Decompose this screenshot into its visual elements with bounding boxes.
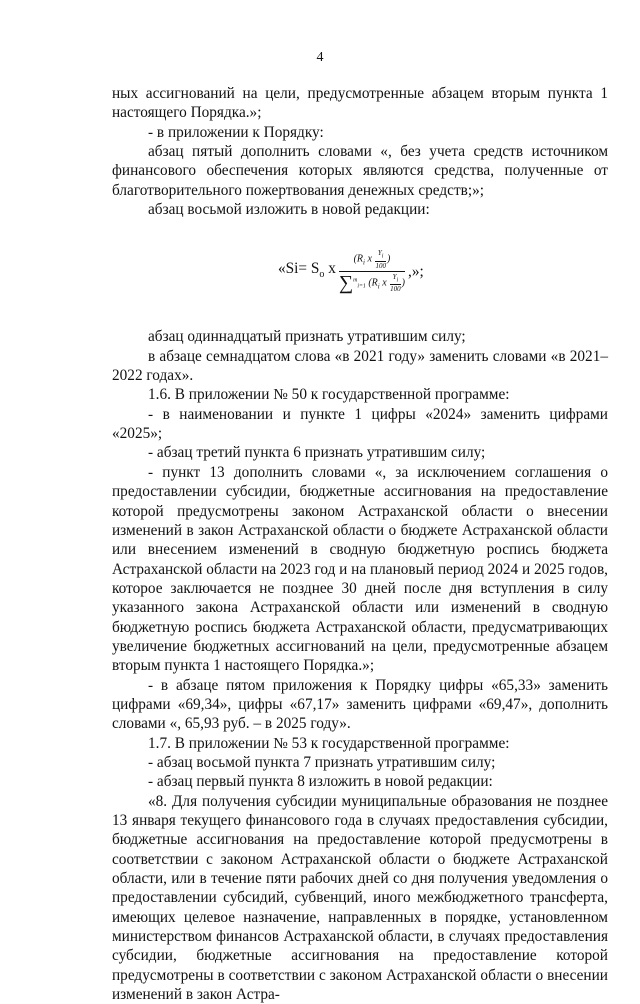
formula-numerator: ($R_i$ x $\frac{Y_i}{100}$ ) [353, 249, 391, 270]
paragraph: - пункт 13 дополнить словами «, за исключением соглашения о предоставлении субсидии, бюджетные ассигнования на предоставление которой предусмотрены законом Астраханской области о внесении изменений в закон Астраханской области о бюджете Астраханской области или внесением изменений в сводную бюджетную роспись бюджета Астраханской области на 2023 год и на плановый период 2024 и 2025 годов, которое заключается не позднее 30 дней после дня вступления в силу указанного закона Астраханской области или изменений в сводную бюджетную роспись бюджета Астраханской области, предусматривающих увеличение бюджетных ассигнований на цели, предусмотренные абзацем вторым пункта 1 настоящего Порядка.»; [112, 463, 608, 675]
document-body [112, 84, 608, 1004]
paragraph: - абзац первый пункта 8 изложить в новой редакции: [148, 773, 493, 791]
paragraph: абзац восьмой изложить в новой редакции: [148, 201, 430, 219]
paragraph: - в абзаце пятом приложения к Порядку цифры «65,33» заменить цифрами «69,34», цифры «67,17» заменить цифрами «69,47», дополнить словами «, 65,93 руб. – в 2025 году». [112, 676, 608, 733]
paragraph: - абзац третий пункта 6 признать утратившим силу; [148, 444, 486, 462]
paragraph: - в приложении к Порядку: [148, 123, 324, 141]
sum-symbol: ∑ [338, 271, 354, 294]
paragraph: в абзаце семнадцатом слова «в 2021 году» заменить словами «в 2021–2022 годах». [112, 347, 608, 385]
paragraph: абзац пятый дополнить словами «, без учета средств источником финансового обеспечения которых являются средства, полученные от благотворительного пожертвования денежных средств;»; [112, 143, 608, 199]
formula-denominator: ∑$^m_{i=1}$ ($R_i$ x $\frac{Y_i}{100}$ ) [338, 271, 406, 294]
page-number: 4 [316, 50, 324, 65]
paragraph: 1.7. В приложении № 53 к государственной программе: [148, 734, 510, 752]
formula-tail: ,»; [408, 262, 424, 280]
paragraph: - абзац восьмой пункта 7 признать утратившим силу; [148, 753, 496, 771]
paragraph: ных ассигнований на цели, предусмотренные абзацем вторым пункта 1 настоящего Порядка.»; [112, 85, 608, 122]
formula-fraction [339, 249, 405, 293]
paragraphs-before-formula [112, 84, 608, 219]
paragraph: абзац одиннадцатый признать утратившим силу; [148, 328, 466, 346]
formula [112, 241, 608, 301]
paragraph: 1.6. В приложении № 50 к государственной программе: [148, 386, 510, 404]
paragraph: «8. Для получения субсидии муниципальные образования не позднее 13 января текущего финансового года в случаях предоставления субсидии, бюджетные ассигнования на предоставление которой предусмотрены в соответствии с законом Астраханской области о бюджете Астраханской области, или в течение пяти рабочих дней со дня получения уведомления о предоставлении субсидий, субвенций, иного межбюджетного трансферта, имеющих целевое назначение, направленных в порядке, установленном министерством финансов Астраханской области, в случаях предоставления субсидии, бюджетные ассигнования на предоставление которой предусмотрены в соответствии с законом Астраханской области о внесении изменений в закон Астра- [112, 792, 608, 1004]
paragraphs-after-formula [112, 327, 608, 1004]
formula-lhs: «$Si= S_o$ x [278, 259, 336, 280]
paragraph: - в наименовании и пункте 1 цифры «2024» заменить цифрами «2025»; [112, 405, 608, 443]
